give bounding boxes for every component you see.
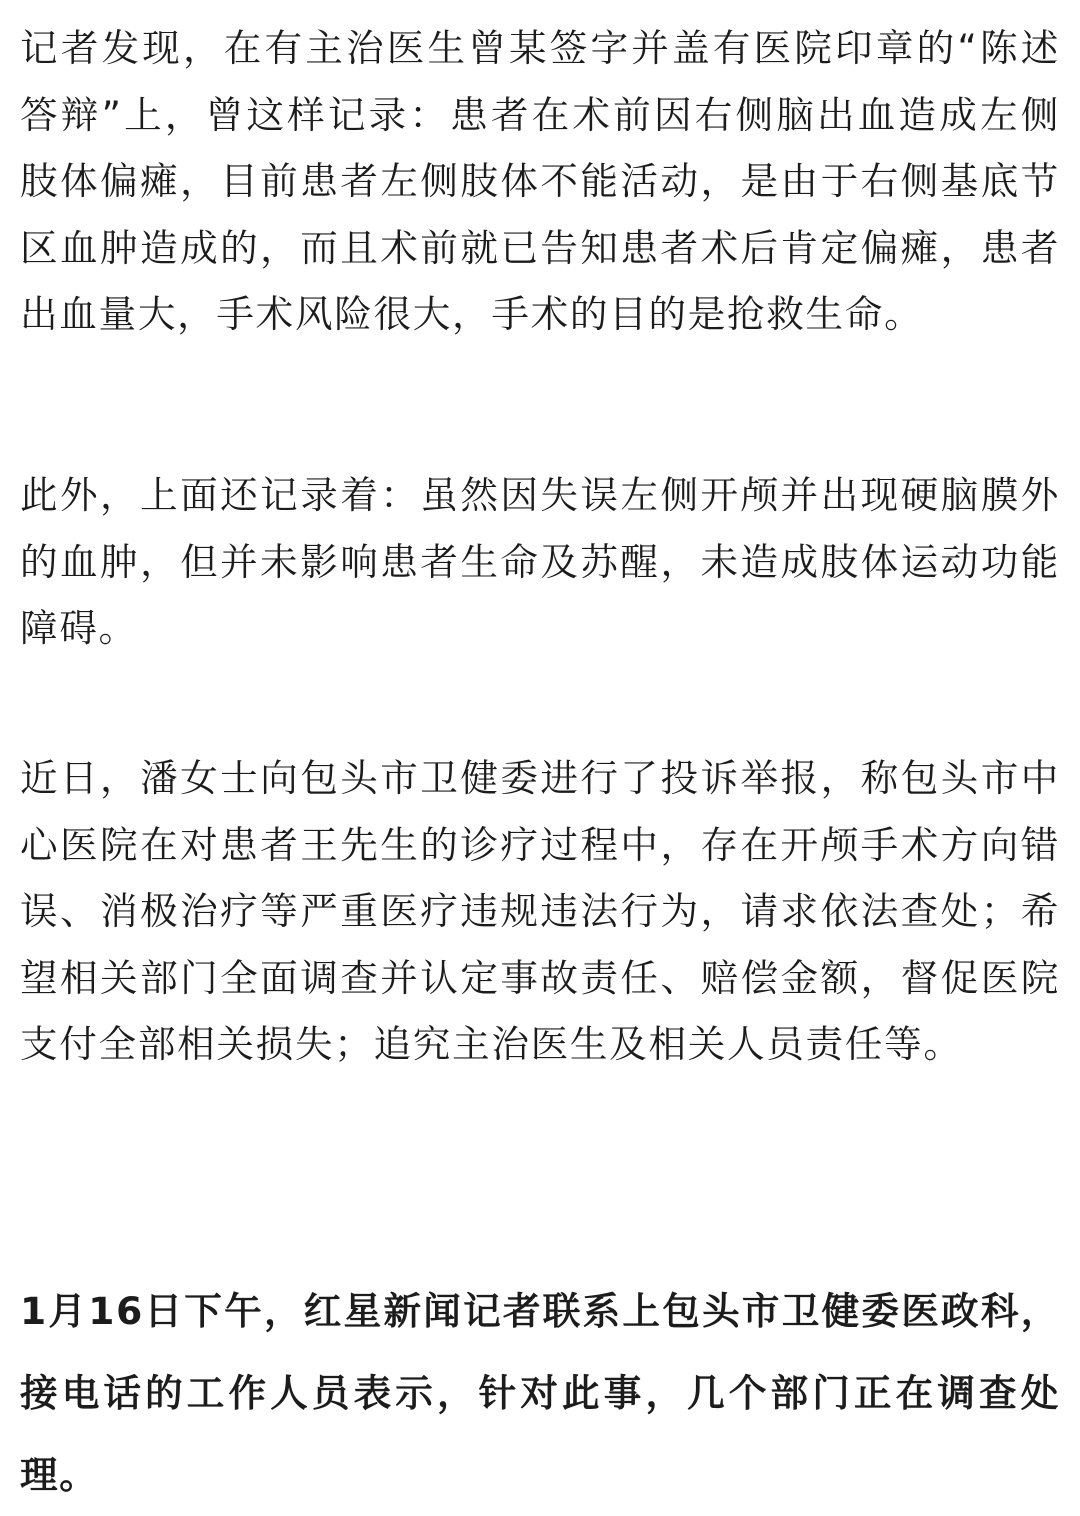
paragraph-official-response: 1月16日下午，红星新闻记者联系上包头市卫健委医政科，接电话的工作人员表示，针对此事，几个部门正在调查处理。 bbox=[20, 1289, 1060, 1497]
paragraph-statement-record: 记者发现，在有主治医生曾某签字并盖有医院印章的“陈述答辩”上，曾这样记录：患者在术前因右侧脑出血造成左侧肢体偏瘫，目前患者左侧肢体不能活动，是由于右侧基底节区血肿造成的，而且术前就已告知患者术后肯定偏瘫，患者出血量大，手术风险很大，手术的目的是抢救生命。 bbox=[20, 26, 1060, 336]
paragraph-complaint: 近日，潘女士向包头市卫健委进行了投诉举报，称包头市中心医院在对患者王先生的诊疗过程中，存在开颅手术方向错误、消极治疗等严重医疗违规违法行为，请求依法查处；希望相关部门全面调查并认定事故责任、赔偿金额，督促医院支付全部相关损失；追究主治医生及相关人员责任等。 bbox=[20, 756, 1060, 1066]
paragraph-additional-record: 此外，上面还记录着：虽然因失误左侧开颅并出现硬脑膜外的血肿，但并未影响患者生命及苏醒，未造成肢体运动功能障碍。 bbox=[20, 473, 1060, 650]
